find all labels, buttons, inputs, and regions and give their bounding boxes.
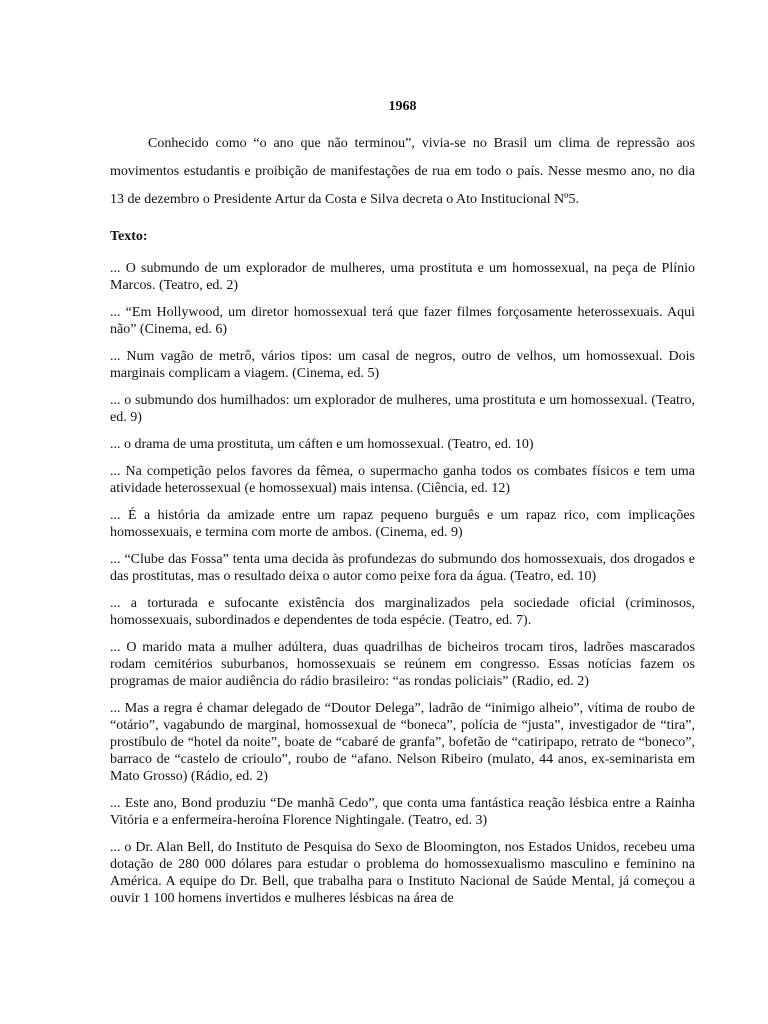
list-item: ... o Dr. Alan Bell, do Instituto de Pesquisa do Sexo de Bloomington, nos Estados Unidos, recebeu uma dotação de 280 000 dólares para estudar o problema do homossexualismo masculino e feminino na América. A equipe do Dr. Bell, que trabalha para o Instituto Nacional de Saúde Mental, já começou a ouvir 1 100 homens invertidos e mulheres lésbicas na área de bbox=[110, 840, 695, 906]
document-page bbox=[110, 98, 695, 917]
list-item: ... Mas a regra é chamar delegado de “Doutor Delega”, ladrão de “inimigo alheio”, vítima de roubo de “otário”, vagabundo de marginal, homossexual de “boneca”, polícia de “justa”, investigador de “tira”, prostíbulo de “hotel da noite”, boate de “cabaré de granfa”, bofetão de “catiripapo, retrato de “boneco”, barraco de “castelo de crioulo”, roubo de “afano. Nelson Ribeiro (mulato, 44 anos, ex-seminarista em Mato Grosso) (Rádio, ed. 2) bbox=[110, 701, 695, 784]
list-item: ... O marido mata a mulher adúltera, duas quadrilhas de bicheiros trocam tiros, ladrões mascarados rodam cemitérios suburbanos, homossexuais se reúnem em congresso. Essas notícias fazem os programas de maior audiência do rádio brasileiro: “as rondas policiais” (Radio, ed. 2) bbox=[110, 640, 695, 689]
list-item: ... Este ano, Bond produziu “De manhã Cedo”, que conta uma fantástica reação lésbica entre a Rainha Vitória e a enfermeira-heroína Florence Nightingale. (Teatro, ed. 3) bbox=[110, 796, 695, 828]
list-item: ... Na competição pelos favores da fêmea, o supermacho ganha todos os combates físicos e tem uma atividade heterossexual (e homossexual) mais intensa. (Ciência, ed. 12) bbox=[110, 464, 695, 496]
list-item: ... O submundo de um explorador de mulheres, uma prostituta e um homossexual, na peça de Plínio Marcos. (Teatro, ed. 2) bbox=[110, 261, 695, 293]
list-item: ... “Em Hollywood, um diretor homossexual terá que fazer filmes forçosamente heterossexuais. Aqui não” (Cinema, ed. 6) bbox=[110, 305, 695, 337]
entries-list bbox=[110, 260, 695, 907]
section-heading: Texto: bbox=[110, 229, 148, 244]
list-item: ... o drama de uma prostituta, um cáften e um homossexual. (Teatro, ed. 10) bbox=[110, 437, 534, 452]
list-item: ... É a história da amizade entre um rapaz pequeno burguês e um rapaz rico, com implicações homossexuais, e termina com morte de ambos. (Cinema, ed. 9) bbox=[110, 508, 695, 540]
list-item: ... a torturada e sufocante existência dos marginalizados pela sociedade oficial (criminosos, homossexuais, subordinados e dependentes de toda espécie. (Teatro, ed. 7). bbox=[110, 596, 695, 628]
list-item: ... o submundo dos humilhados: um explorador de mulheres, uma prostituta e um homossexual. (Teatro, ed. 9) bbox=[110, 393, 695, 425]
list-item: ... “Clube das Fossa” tenta uma decida às profundezas do submundo dos homossexuais, dos drogados e das prostitutas, mas o resultado deixa o autor como peixe fora da água. (Teatro, ed. 10) bbox=[110, 552, 695, 584]
list-item: ... Num vagão de metrô, vários tipos: um casal de negros, outro de velhos, um homossexual. Dois marginais complicam a viagem. (Cinema, ed. 5) bbox=[110, 349, 695, 381]
document-title: 1968 bbox=[388, 99, 417, 114]
intro-paragraph: Conhecido como “o ano que não terminou”, vivia-se no Brasil um clima de repressão aos movimentos estudantis e proibição de manifestações de rua em todo o país. Nesse mesmo ano, no dia 13 de dezembro o Presidente Artur da Costa e Silva decreta o Ato Institucional Nº5. bbox=[110, 136, 695, 207]
